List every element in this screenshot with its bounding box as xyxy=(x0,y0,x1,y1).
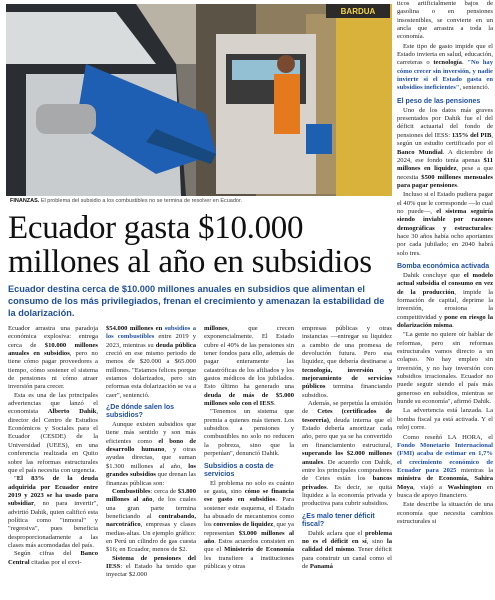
body-paragraph: "El 83% de la deuda adquirida por Ecuador entre 2019 y 2023 se ha usado para subsidiar, no para invertir", advirtió Dahik, quien calificó esta política como "inmoral" y "regresiva", pues beneficia desproporcionadamente a las clases más acomodadas del país. xyxy=(8,475,98,549)
body-paragraph: Combustibles: cerca de $3.800 millones al año, de los cuales una gran parte termina beneficiando al contrabando, narcotráfico, empresas y clases medias-altas. Un ejemplo gráfico: en Perú un cilindro de gas cuesta $16; en Ecuador, menos de $2. xyxy=(106,487,196,554)
gas-station-image xyxy=(6,4,392,196)
article-photo xyxy=(6,4,392,196)
body-paragraph: Sistema de pensiones del IESS: el Estado ha tenido que inyectar $2.000 xyxy=(106,554,196,579)
body-column-4 xyxy=(302,325,392,600)
sidebar-paragraph: Este tipo de gasto impide que el Estado invierta en salud, educación, carreteras o tecnología. "No hay cómo crecer sin inversión, y nadie invierte si el Estado gasta en subsidios ineficientes", sentenció. xyxy=(397,42,493,92)
sidebar-paragraph: Este describe la situación de una economía que necesita cambios estructurales si xyxy=(397,501,493,525)
station-sign-text: BARDUA xyxy=(340,7,376,16)
subheading-bomba: Bomba económica activada xyxy=(397,262,490,270)
body-paragraph: Además, se perpetúa la emisión de Cetes (certificados de tesorería), deuda interna que el Estado debería amortizar cada año, pero que ya se ha convertido en financiamiento estructural, superando los $2.000 millones anuales. De acuerdo con Dahik, entre los principales compradores de Cetes están los bancos privados. Es decir, se quita liquidez a la economía privada y productiva para cubrir subsidios. xyxy=(302,400,392,508)
body-paragraph: Aunque existen subsidios que tiene más sentido y son más eficientes como el bono de desarrollo humano, y otras ayudas directas, que suman $1.300 millones al año, los grandes subsidios que drenan las finanzas públicas son: xyxy=(106,421,196,487)
body-paragraph: Dahik aclara que el problema no es el déficit en sí, sino la calidad del mismo. Tener déficit para construir un canal como el de Panamá xyxy=(302,529,392,570)
body-paragraph: Ecuador arrastra una paradoja económica explosiva: entrega cerca de $10.000 millones anuales en subsidios, pero no tiene cómo pagar proveedores a tiempo, cómo sostener el sistema de pensiones ni cómo atraer inversión para crecer. xyxy=(8,325,98,391)
body-paragraph: Según cifras del Banco Central citadas por el exvi- xyxy=(8,550,98,566)
sidebar-paragraph: Dahik concluye que el modelo actual subsidia el consumo en vez de la producción, impide la formación de capital, deprime la inversión, erosiona la competitividad y pone en riesgo la dolarización misma. xyxy=(397,271,493,330)
sidebar-paragraph: "La gente no quiere oír hablar de reformas, pero sin reformas estructurales vamos directo a un colapso. No hay empleo sin inversión, y no hay inversión con subsidios irracionales. Ecuador no puede seguir siendo el país más generoso en subsidios, mientras se hunde su economía", afirmó Dahik. xyxy=(397,331,493,406)
body-paragraph: $54.000 millones en subsidios a los combustibles entre 2019 y 2023, mientras su deuda pública creció en ese mismo periodo de menos de $20.000 a $65.000 millones. "Estamos felices porque estamos dolarizados, pero sin reformas esta dolarización se va a caer", sentenció. xyxy=(106,325,196,399)
body-column-2 xyxy=(106,325,196,600)
photo-caption xyxy=(10,198,390,204)
sidebar-paragraph: La advertencia está lanzada. La bomba fiscal ya está activada. Y el reloj corre. xyxy=(397,407,493,432)
caption-text: El problema del subsidio a los combustibles no se termina de resolver en Ecuador. xyxy=(40,198,243,204)
sidebar-paragraph: Como reseñó LA HORA, el Fondo Monetario Internacional (FMI) acaba de estimar en 1,7% el crecimiento económico de Ecuador para 2025 mientras la ministra de Economía, Sahira Moya, viajó a Washington en busca de apoyo financiero. xyxy=(397,433,493,499)
subheading-pensiones: El peso de las pensiones xyxy=(397,97,481,105)
article-lede: Ecuador destina cerca de $10.000 millones anuales en subsidios que alimentan el consumo de los más privilegiados, frenan el crecimiento y amenazan la estabilidad de la dolarización. xyxy=(8,284,385,318)
sidebar-paragraph: Incluso si el Estado pudiera pagar el 40% que le corresponde —lo cual no puede—, el sistema seguiría siendo inviable por razones demográficas y estructurales: hace 30 años había ocho aportantes por cada jubilado; en 2040 habrá solo tres. xyxy=(397,191,493,257)
body-paragraph: Esta es una de las principales advertencias que lanzó el economista Alberto Dahik, director del Centro de Estudios Económicos y Sociales para el Ecuador (CESDE) de la Universidad (UEES), en una conferencia realizada en Quito sobre las reformas estructurales que el país necesita con urgencia. xyxy=(8,391,98,474)
body-column-3 xyxy=(204,325,294,600)
body-paragraph: El problema no solo es cuánto se gasta, sino cómo se financia ese gasto en subsidios. Para sostener este esquema, el Estado ha abusado de mecanismos como los convenios de liquidez, que ya representan $3.000 millones al año. Estos acuerdos consisten en que el Ministerio de Economía les transfiere a instituciones públicas y otras xyxy=(204,479,294,570)
sidebar-paragraph: Uno de los datos más graves presentados por Dahik fue el del déficit actuarial del fondo de pensiones del IESS: 135% del PIB, según un estudio certificado por el Banco Mundial. A diciembre de 2024, ese fondo tenía apenas $11 millones en liquidez, pese a que necesita $500 millones mensuales para pagar pensiones. xyxy=(397,106,493,189)
body-column-1 xyxy=(8,325,98,600)
article-body xyxy=(8,325,392,600)
subheading-subsidios: ¿De dónde salen los subsidios? xyxy=(106,404,175,420)
sidebar-paragraph: ticos artificialmente bajos de gasolina o en pensiones insostenibles, se convierte en un ancla que arrastra a toda la economía. xyxy=(397,0,493,41)
body-paragraph: millones, que crecen exponencialmente. El Estado cubre el 40% de las pensiones sin tener fondos para ello, además de pagar enteramente las catastróficas de los afiliados y los gastos médicos de los jubilados. Esto último ha generado una deuda de más de $5.000 millones solo con el IESS. xyxy=(204,325,294,408)
subheading-servicios: Subsidios a costa de servicios xyxy=(204,462,274,478)
subheading-deficit: ¿Es malo tener déficit fiscal? xyxy=(302,512,375,528)
body-paragraph: empresas públicas y otras instancias —entregar su liquidez a cambio de una promesa de devolución futura. Pero esa liquidez, que debería destinarse a tecnología, inversión y mejoramiento de servicios públicos termina financiando subsidios. xyxy=(302,325,392,399)
body-paragraph: "Tenemos un sistema que premia a quienes más tienen. Los subsidios a pensiones y combustibles no solo no reducen la pobreza, sino que la perpetúan", denunció Dahik. xyxy=(204,408,294,458)
article-headline: Ecuador gasta $10.000 millones al año en subsidios xyxy=(8,210,372,280)
right-column xyxy=(397,0,493,600)
caption-kicker: FINANZAS. xyxy=(10,198,40,204)
station-sign xyxy=(326,4,390,18)
